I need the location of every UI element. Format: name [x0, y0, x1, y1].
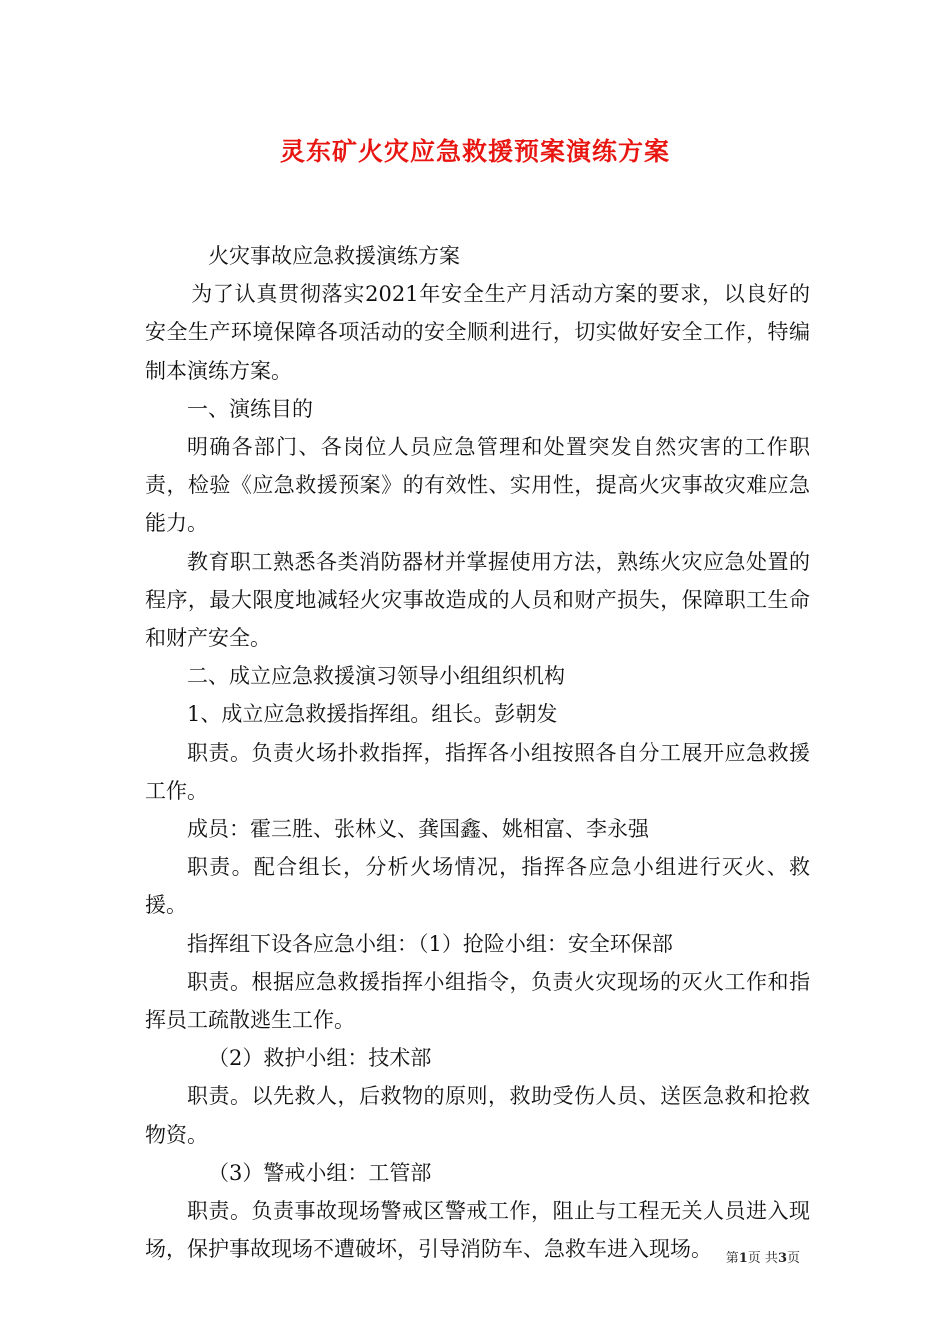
- subtitle-paragraph: 火灾事故应急救援演练方案: [208, 244, 460, 268]
- paragraph: 1、成立应急救援指挥组。组长。彭朝发: [187, 702, 558, 727]
- paragraph: 职责。以先救人，后救物的原则，救助受伤人员、送医急救和抢救物资。: [145, 1084, 810, 1147]
- paragraph: 指挥组下设各应急小组：（1）抢险小组：安全环保部: [187, 931, 673, 956]
- paragraph: 职责。配合组长，分析火场情况，指挥各应急小组进行灭火、救援。: [145, 855, 810, 918]
- footer-middle: 页 共: [747, 1251, 778, 1266]
- paragraph: （2）救护小组：技术部: [208, 1046, 432, 1071]
- footer-suffix: 页: [786, 1251, 800, 1266]
- footer-total-pages: 3: [777, 1251, 787, 1266]
- section-heading: 一、演练目的: [187, 396, 313, 421]
- page-footer: [726, 1247, 800, 1266]
- section-heading: 二、成立应急救援演习领导小组组织机构: [187, 664, 565, 689]
- document-title: 灵东矿火灾应急救援预案演练方案: [279, 137, 670, 166]
- paragraph: 明确各部门、各岗位人员应急管理和处置突发自然灾害的工作职责，检验《应急救援预案》的有效性、实用性，提高火灾事故灾难应急能力。: [145, 435, 810, 536]
- paragraph: （3）警戒小组：工管部: [208, 1160, 432, 1185]
- paragraph: 职责。根据应急救援指挥小组指令，负责火灾现场的灭火工作和指挥员工疏散逃生工作。: [145, 969, 810, 1033]
- document-body: [145, 237, 810, 1268]
- intro-paragraph: 为了认真贯彻落实2021年安全生产月活动方案的要求，以良好的安全生产环境保障各项活动的安全顺利进行，切实做好安全工作，特编制本演练方案。: [145, 282, 810, 383]
- footer-page-number: 1: [738, 1251, 748, 1266]
- paragraph: 成员：霍三胜、张林义、龚国鑫、姚相富、李永强: [187, 817, 649, 842]
- paragraph: 教育职工熟悉各类消防器材并掌握使用方法，熟练火灾应急处置的程序，最大限度地减轻火灾事故造成的人员和财产损失，保障职工生命和财产安全。: [145, 549, 810, 651]
- paragraph: 职责。负责火场扑救指挥，指挥各小组按照各自分工展开应急救援工作。: [145, 740, 810, 803]
- footer-prefix: 第: [725, 1251, 739, 1266]
- paragraph: 职责。负责事故现场警戒区警戒工作，阻止与工程无关人员进入现场，保护事故现场不遭破坏，引导消防车、急救车进入现场。: [145, 1199, 810, 1262]
